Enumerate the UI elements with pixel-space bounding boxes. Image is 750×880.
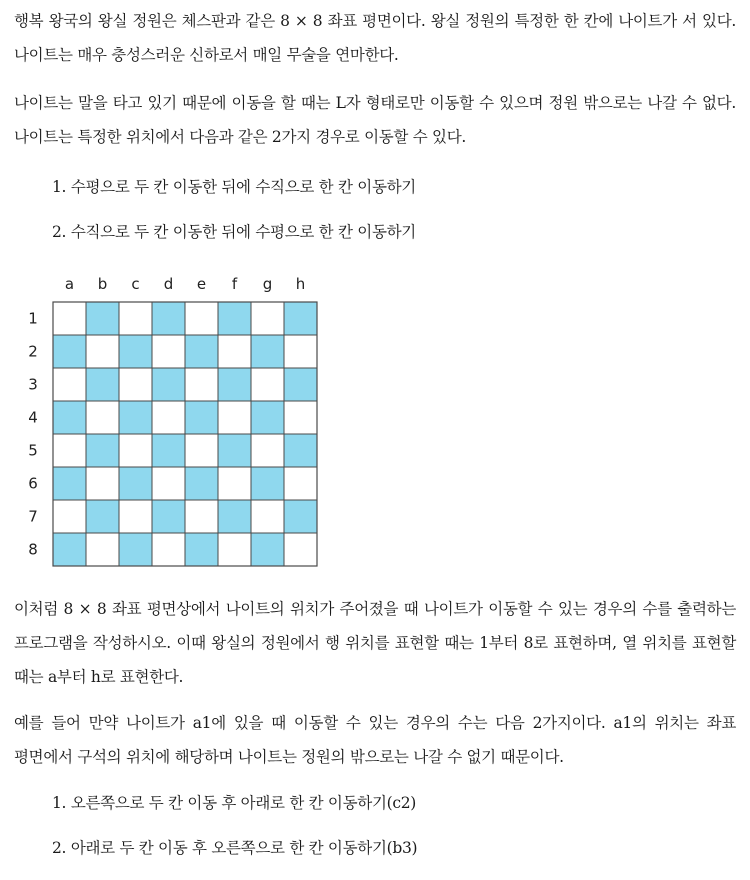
- row-label: 3: [28, 375, 38, 394]
- board-square-b7: [86, 500, 119, 533]
- board-square-c4: [119, 401, 152, 434]
- row-label: 4: [28, 408, 38, 427]
- board-square-h4: [284, 401, 317, 434]
- intro-paragraph-1: 행복 왕국의 왕실 정원은 체스판과 같은 8 × 8 좌표 평면이다. 왕실 정원의 특정한 한 칸에 나이트가 서 있다. 나이트는 매우 충성스러운 신하로서 매일 무술을 연마한다.: [14, 12, 736, 64]
- column-label: a: [64, 275, 75, 293]
- board-square-f5: [218, 434, 251, 467]
- board-square-f6: [218, 467, 251, 500]
- board-square-h7: [284, 500, 317, 533]
- board-square-a1: [53, 302, 86, 335]
- board-square-g7: [251, 500, 284, 533]
- board-square-g4: [251, 401, 284, 434]
- board-square-h2: [284, 335, 317, 368]
- column-label: f: [231, 275, 238, 293]
- board-square-g5: [251, 434, 284, 467]
- board-square-a3: [53, 368, 86, 401]
- board-square-c6: [119, 467, 152, 500]
- board-square-b5: [86, 434, 119, 467]
- column-label: b: [97, 275, 108, 293]
- board-square-a8: [53, 533, 86, 566]
- move-rule-item: 1. 수평으로 두 칸 이동한 뒤에 수직으로 한 칸 이동하기: [52, 178, 416, 196]
- board-square-f4: [218, 401, 251, 434]
- board-square-c7: [119, 500, 152, 533]
- row-label: 8: [28, 540, 38, 559]
- board-square-e8: [185, 533, 218, 566]
- board-square-a7: [53, 500, 86, 533]
- board-square-d5: [152, 434, 185, 467]
- board-square-g8: [251, 533, 284, 566]
- board-square-d8: [152, 533, 185, 566]
- board-square-h6: [284, 467, 317, 500]
- board-square-b3: [86, 368, 119, 401]
- board-square-b4: [86, 401, 119, 434]
- move-rule-item: 2. 수직으로 두 칸 이동한 뒤에 수평으로 한 칸 이동하기: [52, 223, 416, 241]
- board-square-d7: [152, 500, 185, 533]
- board-square-d2: [152, 335, 185, 368]
- board-square-e7: [185, 500, 218, 533]
- board-square-d1: [152, 302, 185, 335]
- board-square-f7: [218, 500, 251, 533]
- board-square-d3: [152, 368, 185, 401]
- board-square-d6: [152, 467, 185, 500]
- problem-paragraph-4: 예를 들어 만약 나이트가 a1에 있을 때 이동할 수 있는 경우의 수는 다음 2가지이다. a1의 위치는 좌표 평면에서 구석의 위치에 해당하며 나이트는 정원의 밖으로는 나갈 수 없기 때문이다.: [14, 714, 736, 766]
- board-square-a6: [53, 467, 86, 500]
- row-label: 7: [28, 507, 38, 526]
- board-square-b1: [86, 302, 119, 335]
- board-square-g6: [251, 467, 284, 500]
- board-square-h1: [284, 302, 317, 335]
- board-square-h3: [284, 368, 317, 401]
- board-square-f3: [218, 368, 251, 401]
- board-square-h5: [284, 434, 317, 467]
- board-square-a2: [53, 335, 86, 368]
- board-square-f8: [218, 533, 251, 566]
- board-square-f1: [218, 302, 251, 335]
- board-square-e1: [185, 302, 218, 335]
- example-move-item: 2. 아래로 두 칸 이동 후 오른쪽으로 한 칸 이동하기(b3): [52, 839, 418, 857]
- board-square-a4: [53, 401, 86, 434]
- chess-board: [20, 268, 340, 568]
- row-label: 2: [28, 342, 38, 361]
- board-square-e4: [185, 401, 218, 434]
- board-square-e2: [185, 335, 218, 368]
- board-square-e5: [185, 434, 218, 467]
- column-label: e: [196, 275, 207, 293]
- board-square-b6: [86, 467, 119, 500]
- board-square-c3: [119, 368, 152, 401]
- row-label: 1: [28, 309, 38, 328]
- example-move-item: 1. 오른쪽으로 두 칸 이동 후 아래로 한 칸 이동하기(c2): [52, 794, 417, 812]
- example-moves-list: [52, 790, 417, 880]
- board-square-c8: [119, 533, 152, 566]
- board-square-f2: [218, 335, 251, 368]
- column-label: d: [163, 275, 174, 293]
- board-square-c2: [119, 335, 152, 368]
- intro-paragraph-2: 나이트는 말을 타고 있기 때문에 이동을 할 때는 L자 형태로만 이동할 수 있으며 정원 밖으로는 나갈 수 없다. 나이트는 특정한 위치에서 다음과 같은 2가지 경우로 이동할 수 있다.: [14, 94, 736, 146]
- board-square-c5: [119, 434, 152, 467]
- column-label: g: [262, 275, 273, 293]
- problem-paragraph-3: 이처럼 8 × 8 좌표 평면상에서 나이트의 위치가 주어졌을 때 나이트가 이동할 수 있는 경우의 수를 출력하는 프로그램을 작성하시오. 이때 왕실의 정원에서 행 위치를 표현할 때는 1부터 8로 표현하며, 열 위치를 표현할 때는 a부터 h로 표현한다.: [14, 600, 736, 686]
- board-square-h8: [284, 533, 317, 566]
- column-label: c: [131, 275, 140, 293]
- row-label: 6: [28, 474, 38, 493]
- board-square-d4: [152, 401, 185, 434]
- board-square-c1: [119, 302, 152, 335]
- row-label: 5: [28, 441, 38, 460]
- board-square-g2: [251, 335, 284, 368]
- chess-board-figure: [20, 268, 340, 568]
- board-square-b8: [86, 533, 119, 566]
- board-square-e6: [185, 467, 218, 500]
- board-square-e3: [185, 368, 218, 401]
- board-square-b2: [86, 335, 119, 368]
- board-square-a5: [53, 434, 86, 467]
- board-square-g3: [251, 368, 284, 401]
- move-rules-list: [52, 174, 416, 264]
- column-label: h: [295, 275, 306, 293]
- board-square-g1: [251, 302, 284, 335]
